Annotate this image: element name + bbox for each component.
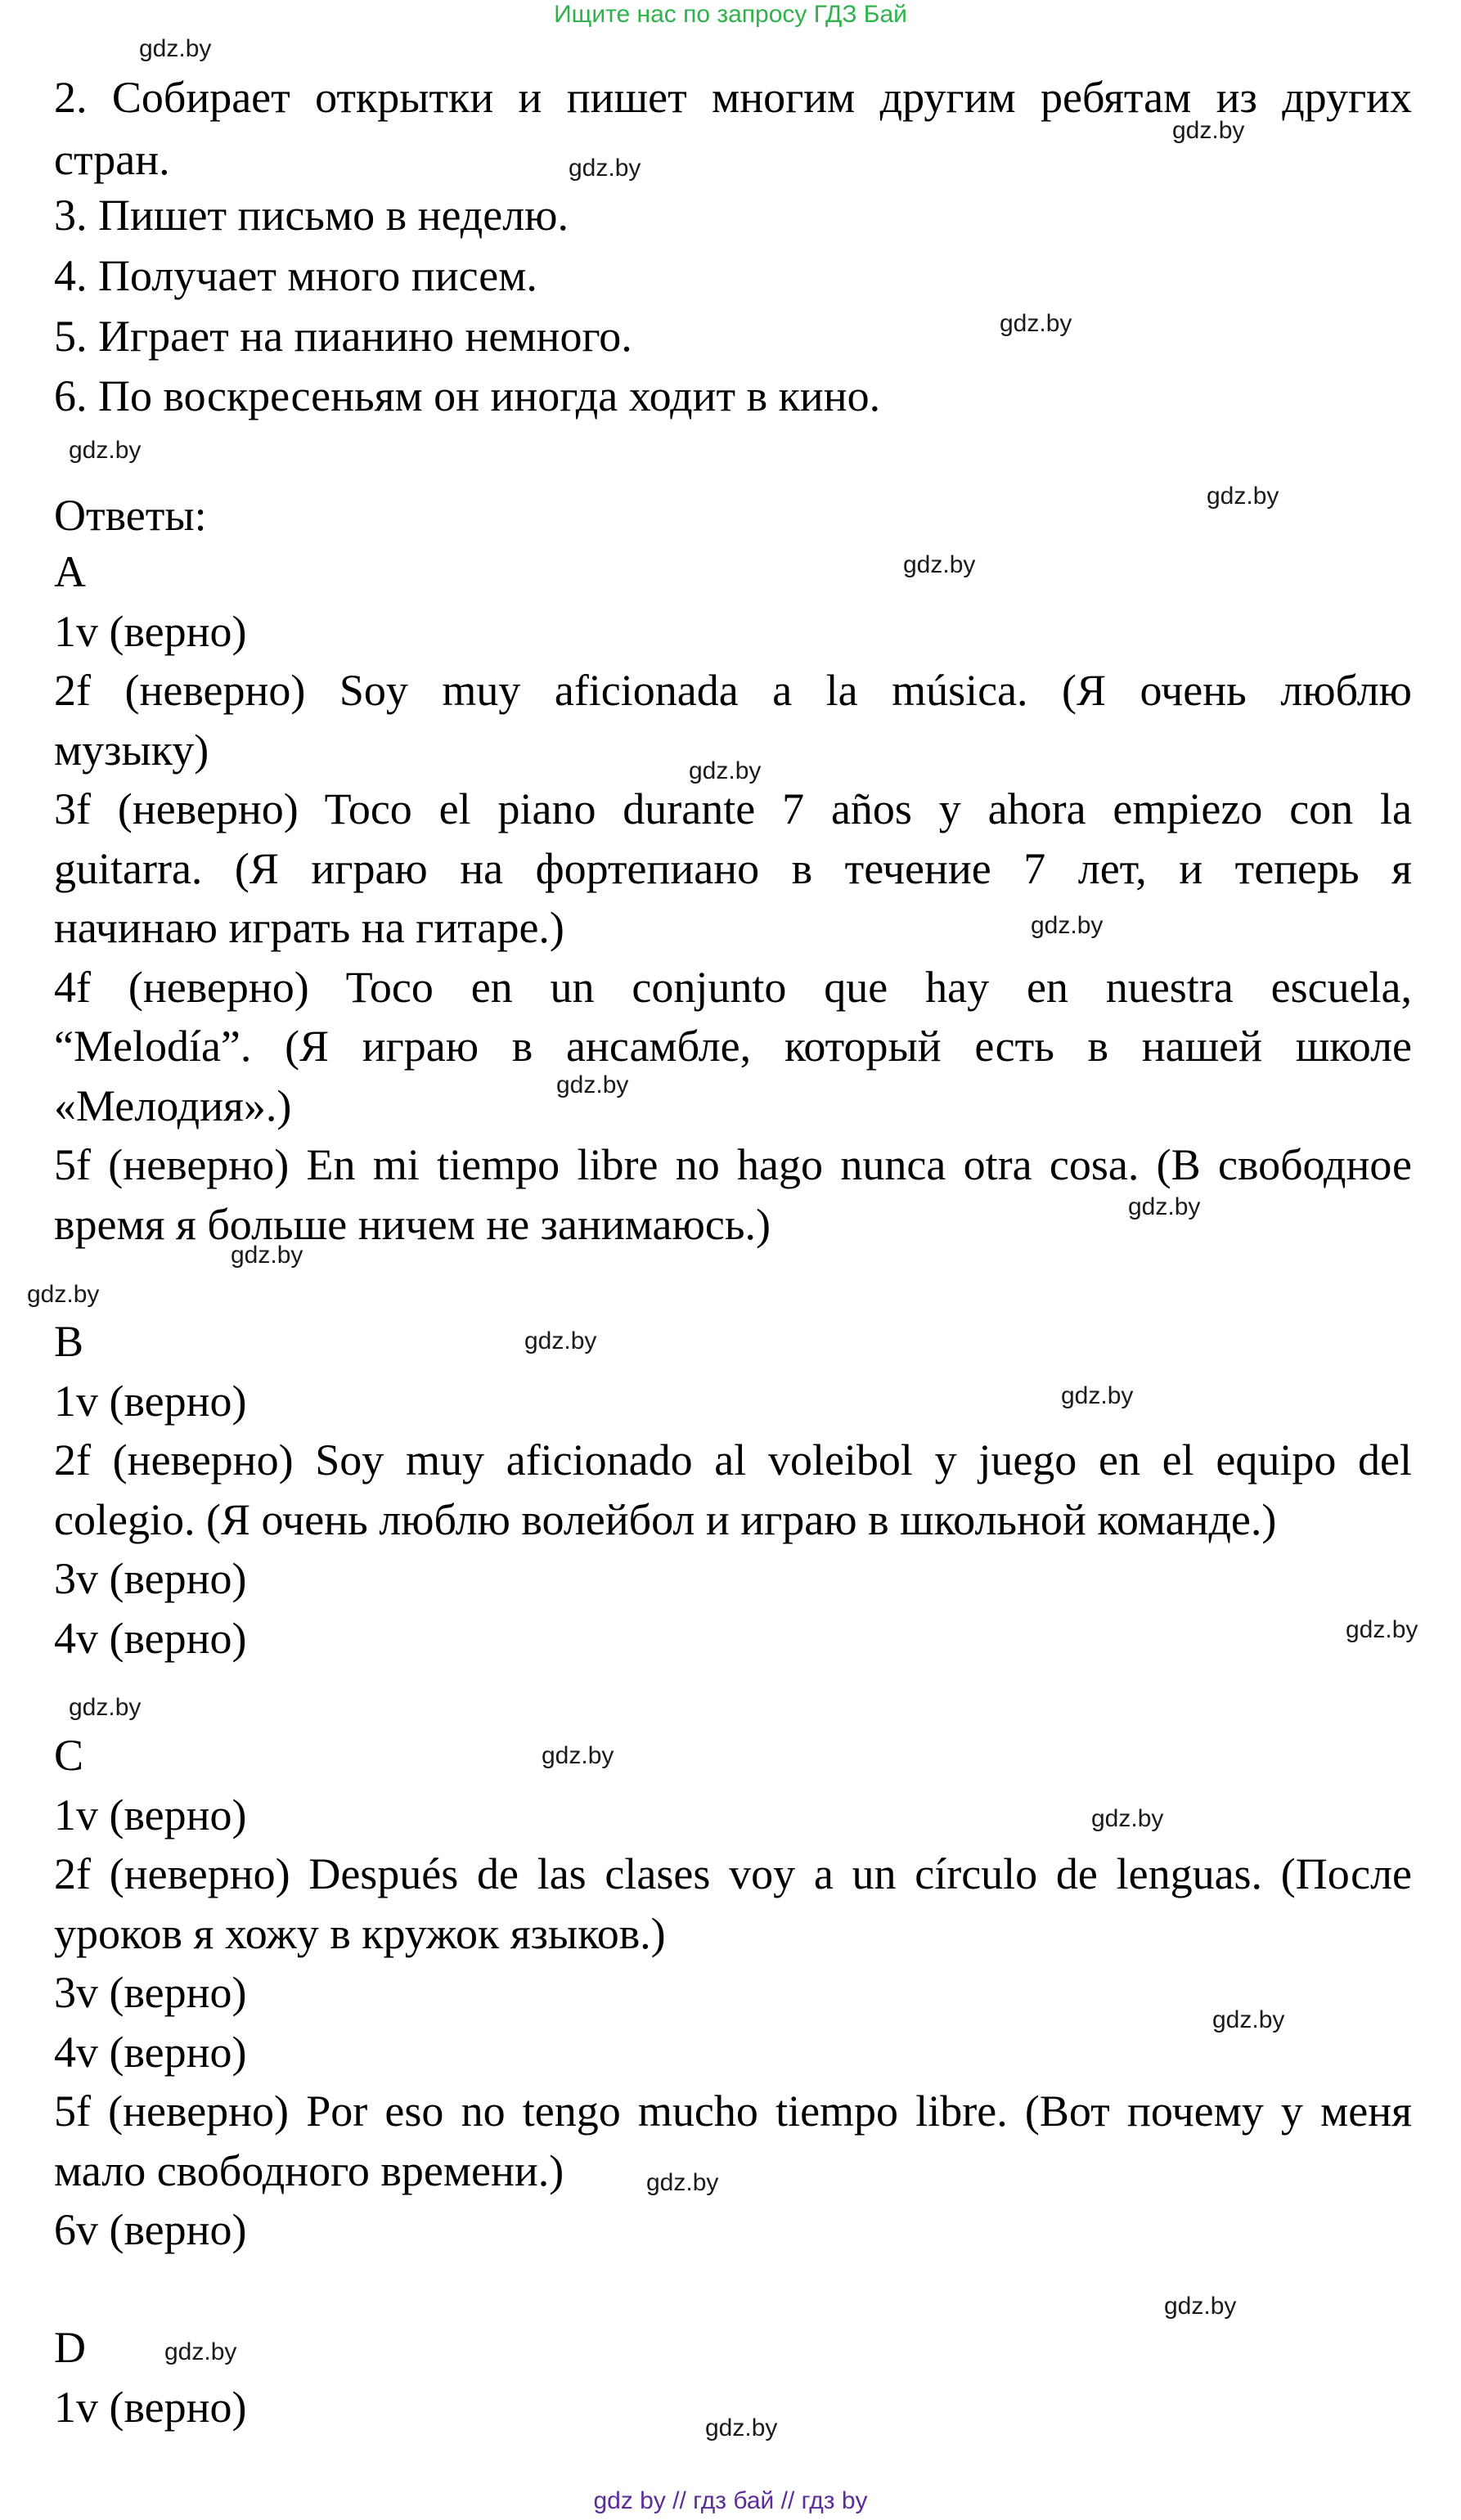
watermark: gdz.by bbox=[164, 2338, 237, 2365]
watermark: gdz.by bbox=[1061, 1382, 1134, 1409]
section-label-a: A bbox=[54, 547, 86, 596]
watermark: gdz.by bbox=[646, 2169, 719, 2196]
text-line: 1v (верно) bbox=[54, 607, 247, 656]
text-line: стран. bbox=[54, 135, 170, 184]
text-line: 3v (верно) bbox=[54, 1554, 247, 1603]
watermark: gdz.by bbox=[903, 551, 976, 578]
text-line: 4v (верно) bbox=[54, 2028, 247, 2077]
text-line: 6v (верно) bbox=[54, 2205, 247, 2254]
watermark: gdz.by bbox=[542, 1742, 614, 1769]
watermark: gdz.by bbox=[1091, 1805, 1164, 1832]
text-line: 2. Собирает открытки и пишет многим другим ребятам из других bbox=[54, 73, 1412, 122]
text-line: «Мелодия».) bbox=[54, 1081, 292, 1130]
watermark: gdz.by bbox=[1031, 912, 1104, 939]
section-label-b: B bbox=[54, 1317, 84, 1366]
watermark: gdz.by bbox=[1164, 2293, 1237, 2320]
watermark: gdz.by bbox=[569, 155, 641, 182]
text-line: 3. Пишет письмо в неделю. bbox=[54, 191, 569, 240]
text-line: 3v (верно) bbox=[54, 1968, 247, 2017]
watermark: gdz.by bbox=[69, 437, 142, 464]
section-label-c: C bbox=[54, 1731, 84, 1780]
watermark: gdz.by bbox=[689, 757, 762, 784]
text-line: 5f (неверно) Por eso no tengo mucho tiempo libre. (Вот почему у меня bbox=[54, 2087, 1412, 2136]
text-line: уроков я хожу в кружок языков.) bbox=[54, 1909, 666, 1958]
text-line: 5. Играет на пианино немного. bbox=[54, 312, 632, 361]
text-line: 2f (неверно) Soy muy aficionado al voleibol y juego en el equipo del bbox=[54, 1435, 1412, 1485]
text-line: 4. Получает много писем. bbox=[54, 251, 537, 300]
text-line: 1v (верно) bbox=[54, 1377, 247, 1426]
text-line: начинаю играть на гитаре.) bbox=[54, 903, 564, 952]
watermark: gdz.by bbox=[1346, 1616, 1418, 1643]
watermark: gdz.by bbox=[139, 35, 212, 62]
text-line: colegio. (Я очень люблю волейбол и играю в школьной команде.) bbox=[54, 1495, 1277, 1544]
watermark: gdz.by bbox=[231, 1242, 303, 1269]
watermark: gdz.by bbox=[705, 2414, 778, 2441]
watermark: gdz.by bbox=[1207, 483, 1279, 510]
text-line: 4v (верно) bbox=[54, 1614, 247, 1663]
site-footer: gdz by // гдз бай // гдз by bbox=[593, 2487, 868, 2514]
text-line: 1v (верно) bbox=[54, 1790, 247, 1839]
watermark: gdz.by bbox=[1212, 2006, 1285, 2033]
text-line: 3f (неверно) Toco el piano durante 7 años y ahora empiezo con la bbox=[54, 784, 1412, 833]
site-banner: Ищите нас по запросу ГДЗ Бай bbox=[554, 1, 907, 28]
text-line: 4f (неверно) Toco en un conjunto que hay en nuestra escuela, bbox=[54, 963, 1412, 1012]
section-label-d: D bbox=[54, 2323, 86, 2372]
text-line: “Melodía”. (Я играю в ансамбле, который есть в нашей школе bbox=[54, 1022, 1412, 1071]
text-line: 1v (верно) bbox=[54, 2383, 247, 2432]
text-line: 6. По воскресеньям он иногда ходит в кино. bbox=[54, 371, 881, 420]
text-line: мало свободного времени.) bbox=[54, 2146, 564, 2195]
text-line: guitarra. (Я играю на фортепиано в течение 7 лет, и теперь я bbox=[54, 844, 1412, 893]
watermark: gdz.by bbox=[524, 1327, 597, 1354]
text-line: 2f (неверно) Soy muy aficionada a la música. (Я очень люблю bbox=[54, 666, 1412, 715]
text-line: 2f (неверно) Después de las clases voy a un círculo de lenguas. (После bbox=[54, 1849, 1412, 1898]
watermark: gdz.by bbox=[556, 1071, 629, 1098]
text-line: 5f (неверно) En mi tiempo libre no hago nunca otra cosa. (В свободное bbox=[54, 1140, 1412, 1189]
text-line: время я больше ничем не занимаюсь.) bbox=[54, 1200, 771, 1249]
watermark: gdz.by bbox=[1128, 1193, 1201, 1220]
answers-heading: Ответы: bbox=[54, 491, 207, 540]
watermark: gdz.by bbox=[1000, 310, 1072, 337]
watermark: gdz.by bbox=[69, 1694, 142, 1721]
watermark: gdz.by bbox=[27, 1281, 100, 1308]
watermark: gdz.by bbox=[1172, 117, 1245, 144]
text-line: музыку) bbox=[54, 725, 209, 775]
